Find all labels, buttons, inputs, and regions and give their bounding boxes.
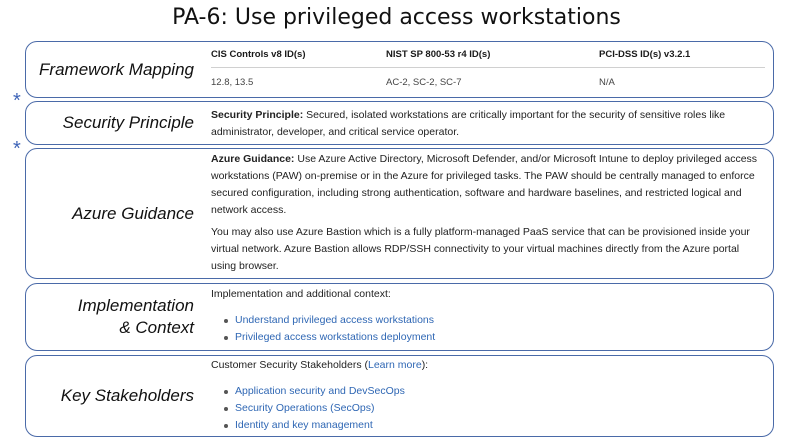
- stakeholders-intro: [211, 357, 765, 374]
- implementation-label-line1: Implementation: [77, 296, 194, 315]
- link-understand-paw[interactable]: Understand privileged access workstations: [224, 312, 765, 329]
- azure-guidance-section: [25, 148, 774, 279]
- header-pci: PCI-DSS ID(s) v3.2.1: [599, 49, 691, 60]
- stakeholders-link-list: [224, 383, 765, 434]
- security-principle-section: [25, 101, 774, 145]
- azure-guidance-body-1: Use Azure Active Directory, Microsoft Defender, and/or Microsoft Intune to deploy privileged access workstations (PAW) on-premise or in the Azure for privileged tasks. The PAW should be centrally managed to enforce secured configuration, including strong authentication, software and hardware baselines, and restricted logical and network access.: [211, 153, 758, 216]
- stakeholders-intro-prefix: Customer Security Stakeholders (: [211, 359, 368, 371]
- link-appsec-devsecops[interactable]: Application security and DevSecOps: [224, 383, 765, 400]
- implementation-intro: Implementation and additional context:: [211, 288, 391, 300]
- security-principle-text: [211, 107, 765, 141]
- implementation-content: [211, 286, 765, 346]
- implementation-label: [26, 284, 204, 350]
- security-principle-bold: Security Principle:: [211, 109, 304, 121]
- header-cis: CIS Controls v8 ID(s): [211, 49, 306, 60]
- framework-table-row: [211, 68, 765, 96]
- value-nist: AC-2, SC-2, SC-7: [386, 77, 462, 88]
- framework-mapping-label: Framework Mapping: [39, 59, 194, 79]
- implementation-link-list: [224, 312, 765, 346]
- value-pci: N/A: [599, 77, 615, 88]
- stakeholders-intro-suffix: ):: [421, 359, 429, 371]
- implementation-label-line2: & Context: [119, 318, 194, 337]
- azure-guidance-text: [211, 151, 765, 275]
- framework-table-header: [211, 42, 765, 68]
- guidance-asterisk-marker: *: [13, 138, 21, 160]
- stakeholders-content: [211, 357, 765, 434]
- azure-guidance-paragraph-1: [211, 151, 765, 219]
- value-cis: 12.8, 13.5: [211, 77, 254, 88]
- implementation-section: [25, 283, 774, 351]
- security-principle-body: Secured, isolated workstations are critically important for the security of sensitive roles like administrator, developer, and critical service operator.: [211, 109, 726, 138]
- page-title: PA-6: Use privileged access workstations: [172, 5, 621, 30]
- azure-guidance-paragraph-2: You may also use Azure Bastion which is a fully platform-managed PaaS service that can be provisioned inside your virtual network. Azure Bastion allows RDP/SSH connectivity to your virtual machines directly from the Azure portal using browser.: [211, 226, 750, 272]
- stakeholders-label: Key Stakeholders: [60, 386, 194, 405]
- stakeholders-section: [25, 355, 774, 437]
- learn-more-link[interactable]: Learn more: [367, 359, 422, 371]
- framework-table: [211, 42, 765, 96]
- security-principle-label: Security Principle: [62, 113, 194, 132]
- framework-mapping-section: [25, 41, 774, 98]
- link-identity-key-management[interactable]: Identity and key management: [224, 417, 765, 434]
- link-paw-deployment[interactable]: Privileged access workstations deployment: [224, 329, 765, 346]
- azure-guidance-label: Azure Guidance: [72, 203, 194, 223]
- principle-asterisk-marker: *: [13, 90, 21, 112]
- link-secops[interactable]: Security Operations (SecOps): [224, 400, 765, 417]
- header-nist: NIST SP 800-53 r4 ID(s): [386, 49, 491, 60]
- azure-guidance-bold: Azure Guidance:: [211, 153, 295, 165]
